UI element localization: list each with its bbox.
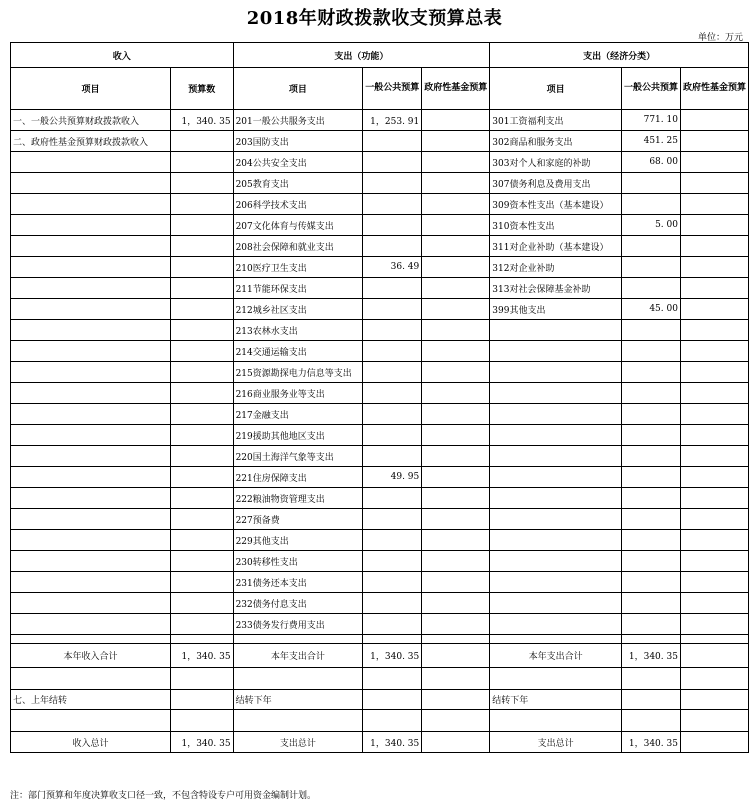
total-cell bbox=[621, 690, 680, 710]
table-cell: 212城乡社区支出 bbox=[233, 299, 363, 320]
table-cell bbox=[490, 593, 622, 614]
table-cell bbox=[170, 572, 233, 593]
table-row bbox=[11, 614, 749, 635]
table-cell bbox=[363, 593, 422, 614]
table-cell bbox=[422, 383, 490, 404]
total-cell: 1，340. 35 bbox=[363, 732, 422, 753]
table-row bbox=[11, 131, 749, 152]
table-row bbox=[11, 236, 749, 257]
table-cell bbox=[680, 131, 748, 152]
footnote: 注：部门预算和年度决算收支口径一致，不包含特设专户可用资金编制计划。 bbox=[10, 791, 317, 801]
table-cell bbox=[422, 614, 490, 635]
table-cell bbox=[170, 194, 233, 215]
table-row bbox=[11, 152, 749, 173]
table-row bbox=[11, 173, 749, 194]
table-cell: 771. 10 bbox=[621, 110, 680, 131]
table-cell bbox=[363, 131, 422, 152]
table-cell bbox=[621, 530, 680, 551]
total-cell bbox=[170, 690, 233, 710]
table-cell: 227预备费 bbox=[233, 509, 363, 530]
budget-summary-table bbox=[10, 42, 749, 753]
table-cell bbox=[621, 488, 680, 509]
table-cell bbox=[363, 215, 422, 236]
table-cell bbox=[11, 341, 171, 362]
table-cell bbox=[490, 446, 622, 467]
table-cell bbox=[422, 593, 490, 614]
table-cell bbox=[680, 299, 748, 320]
table-cell: 313对社会保障基金补助 bbox=[490, 278, 622, 299]
table-cell bbox=[490, 572, 622, 593]
total-cell: 本年支出合计 bbox=[233, 644, 363, 668]
table-cell: 201一般公共服务支出 bbox=[233, 110, 363, 131]
table-cell: 204公共安全支出 bbox=[233, 152, 363, 173]
col-econ-fund: 政府性基金预算 bbox=[680, 68, 748, 110]
table-cell: 219援助其他地区支出 bbox=[233, 425, 363, 446]
table-cell bbox=[170, 362, 233, 383]
table-row bbox=[11, 194, 749, 215]
table-cell bbox=[11, 194, 171, 215]
table-cell bbox=[621, 383, 680, 404]
table-cell bbox=[680, 572, 748, 593]
table-cell bbox=[621, 341, 680, 362]
table-cell bbox=[11, 572, 171, 593]
table-row bbox=[11, 110, 749, 131]
table-row bbox=[11, 488, 749, 509]
table-cell bbox=[11, 320, 171, 341]
table-cell bbox=[170, 299, 233, 320]
table-cell bbox=[170, 509, 233, 530]
table-cell bbox=[680, 257, 748, 278]
total-cell bbox=[422, 732, 490, 753]
table-cell: 222粮油物资管理支出 bbox=[233, 488, 363, 509]
total-cell bbox=[422, 690, 490, 710]
table-cell bbox=[363, 572, 422, 593]
table-cell bbox=[11, 467, 171, 488]
table-cell bbox=[680, 362, 748, 383]
table-cell bbox=[621, 509, 680, 530]
table-cell: 399其他支出 bbox=[490, 299, 622, 320]
table-cell bbox=[11, 257, 171, 278]
blank-row bbox=[11, 710, 749, 732]
table-cell bbox=[422, 152, 490, 173]
blank-row bbox=[11, 635, 749, 644]
table-cell bbox=[422, 530, 490, 551]
table-cell bbox=[422, 551, 490, 572]
table-cell: 208社会保障和就业支出 bbox=[233, 236, 363, 257]
table-cell bbox=[363, 614, 422, 635]
table-cell bbox=[11, 551, 171, 572]
table-cell bbox=[680, 152, 748, 173]
table-cell bbox=[621, 467, 680, 488]
table-cell: 216商业服务业等支出 bbox=[233, 383, 363, 404]
table-row bbox=[11, 551, 749, 572]
table-cell bbox=[621, 257, 680, 278]
table-cell: 231债务还本支出 bbox=[233, 572, 363, 593]
table-cell: 233债务发行费用支出 bbox=[233, 614, 363, 635]
header-expense-function: 支出（功能） bbox=[233, 43, 490, 68]
table-cell bbox=[621, 425, 680, 446]
table-cell bbox=[680, 467, 748, 488]
table-cell bbox=[490, 488, 622, 509]
table-cell bbox=[11, 152, 171, 173]
total-cell: 本年收入合计 bbox=[11, 644, 171, 668]
table-cell bbox=[422, 572, 490, 593]
table-cell bbox=[680, 425, 748, 446]
col-func-general: 一般公共预算 bbox=[363, 68, 422, 110]
table-cell bbox=[621, 278, 680, 299]
table-row bbox=[11, 509, 749, 530]
table-row bbox=[11, 530, 749, 551]
table-cell bbox=[680, 194, 748, 215]
blank-row bbox=[11, 668, 749, 690]
table-cell: 229其他支出 bbox=[233, 530, 363, 551]
table-cell bbox=[11, 614, 171, 635]
table-cell bbox=[170, 551, 233, 572]
table-cell bbox=[170, 131, 233, 152]
table-cell bbox=[422, 215, 490, 236]
table-cell bbox=[490, 341, 622, 362]
table-row bbox=[11, 341, 749, 362]
table-cell bbox=[170, 425, 233, 446]
table-cell bbox=[422, 110, 490, 131]
table-cell bbox=[170, 593, 233, 614]
table-row bbox=[11, 425, 749, 446]
table-cell bbox=[170, 404, 233, 425]
table-row bbox=[11, 257, 749, 278]
table-cell: 1，340. 35 bbox=[170, 110, 233, 131]
col-func-item: 项目 bbox=[233, 68, 363, 110]
table-cell bbox=[490, 362, 622, 383]
table-cell bbox=[11, 404, 171, 425]
table-cell bbox=[680, 404, 748, 425]
total-cell: 支出总计 bbox=[233, 732, 363, 753]
total-cell: 1，340. 35 bbox=[363, 644, 422, 668]
table-cell bbox=[363, 341, 422, 362]
table-cell: 二、政府性基金预算财政拨款收入 bbox=[11, 131, 171, 152]
table-cell bbox=[422, 173, 490, 194]
table-cell: 206科学技术支出 bbox=[233, 194, 363, 215]
table-cell bbox=[490, 404, 622, 425]
table-cell bbox=[680, 173, 748, 194]
table-row bbox=[11, 299, 749, 320]
table-cell bbox=[422, 467, 490, 488]
table-cell: 301工资福利支出 bbox=[490, 110, 622, 131]
table-cell bbox=[11, 509, 171, 530]
table-row bbox=[11, 362, 749, 383]
table-cell bbox=[680, 593, 748, 614]
table-cell: 215资源勘探电力信息等支出 bbox=[233, 362, 363, 383]
table-cell: 303对个人和家庭的补助 bbox=[490, 152, 622, 173]
table-cell bbox=[170, 467, 233, 488]
table-cell bbox=[363, 194, 422, 215]
grand-total-row bbox=[11, 732, 749, 753]
table-cell bbox=[422, 362, 490, 383]
table-cell: 5. 00 bbox=[621, 215, 680, 236]
table-cell bbox=[490, 530, 622, 551]
total-cell bbox=[363, 690, 422, 710]
table-cell bbox=[170, 383, 233, 404]
table-cell bbox=[422, 320, 490, 341]
table-cell bbox=[680, 551, 748, 572]
table-cell: 307债务利息及费用支出 bbox=[490, 173, 622, 194]
table-cell bbox=[363, 488, 422, 509]
table-cell bbox=[422, 299, 490, 320]
table-cell bbox=[490, 425, 622, 446]
table-cell: 311对企业补助（基本建设） bbox=[490, 236, 622, 257]
total-cell: 1，340. 35 bbox=[621, 732, 680, 753]
total-cell: 结转下年 bbox=[490, 690, 622, 710]
table-cell: 207文化体育与传媒支出 bbox=[233, 215, 363, 236]
table-cell bbox=[680, 215, 748, 236]
col-income-item: 项目 bbox=[11, 68, 171, 110]
table-cell bbox=[11, 488, 171, 509]
table-row bbox=[11, 446, 749, 467]
table-row bbox=[11, 572, 749, 593]
table-cell: 203国防支出 bbox=[233, 131, 363, 152]
table-cell bbox=[422, 404, 490, 425]
table-cell bbox=[363, 530, 422, 551]
total-cell: 结转下年 bbox=[233, 690, 363, 710]
table-cell: 220国土海洋气象等支出 bbox=[233, 446, 363, 467]
table-cell bbox=[680, 488, 748, 509]
table-cell: 217金融支出 bbox=[233, 404, 363, 425]
carryover-row bbox=[11, 690, 749, 710]
table-cell bbox=[363, 152, 422, 173]
table-cell: 230转移性支出 bbox=[233, 551, 363, 572]
page-title: 2018年财政拨款收支预算总表 bbox=[246, 8, 503, 29]
table-cell bbox=[170, 215, 233, 236]
table-cell bbox=[11, 593, 171, 614]
table-cell bbox=[621, 236, 680, 257]
total-cell bbox=[680, 732, 748, 753]
table-cell: 49. 95 bbox=[363, 467, 422, 488]
table-cell bbox=[621, 572, 680, 593]
table-cell bbox=[363, 299, 422, 320]
table-cell bbox=[422, 425, 490, 446]
table-cell bbox=[680, 110, 748, 131]
table-cell bbox=[363, 173, 422, 194]
total-cell: 本年支出合计 bbox=[490, 644, 622, 668]
table-cell bbox=[680, 530, 748, 551]
table-cell bbox=[11, 383, 171, 404]
total-cell bbox=[422, 644, 490, 668]
table-cell bbox=[170, 614, 233, 635]
table-cell bbox=[490, 320, 622, 341]
col-func-fund: 政府性基金预算 bbox=[422, 68, 490, 110]
table-cell bbox=[170, 446, 233, 467]
table-cell: 221住房保障支出 bbox=[233, 467, 363, 488]
table-cell: 451. 25 bbox=[621, 131, 680, 152]
table-cell bbox=[170, 236, 233, 257]
table-row bbox=[11, 278, 749, 299]
table-cell bbox=[11, 530, 171, 551]
table-cell bbox=[363, 383, 422, 404]
table-cell bbox=[680, 278, 748, 299]
table-cell bbox=[170, 341, 233, 362]
table-cell bbox=[170, 278, 233, 299]
table-row bbox=[11, 383, 749, 404]
table-cell: 213农林水支出 bbox=[233, 320, 363, 341]
table-cell: 214交通运输支出 bbox=[233, 341, 363, 362]
total-cell: 1，340. 35 bbox=[170, 732, 233, 753]
total-cell: 1，340. 35 bbox=[170, 644, 233, 668]
table-cell bbox=[422, 488, 490, 509]
table-cell bbox=[680, 383, 748, 404]
table-cell bbox=[11, 236, 171, 257]
table-cell: 211节能环保支出 bbox=[233, 278, 363, 299]
table-cell bbox=[680, 236, 748, 257]
table-cell bbox=[11, 173, 171, 194]
table-cell bbox=[170, 152, 233, 173]
header-income: 收入 bbox=[11, 43, 234, 68]
table-cell: 一、一般公共预算财政拨款收入 bbox=[11, 110, 171, 131]
table-cell: 310资本性支出 bbox=[490, 215, 622, 236]
col-econ-item: 项目 bbox=[490, 68, 622, 110]
table-cell bbox=[680, 614, 748, 635]
table-cell: 309资本性支出（基本建设） bbox=[490, 194, 622, 215]
table-cell bbox=[363, 509, 422, 530]
table-cell bbox=[621, 320, 680, 341]
table-cell bbox=[422, 446, 490, 467]
table-row bbox=[11, 593, 749, 614]
table-cell bbox=[363, 278, 422, 299]
table-cell bbox=[422, 509, 490, 530]
table-cell bbox=[363, 425, 422, 446]
table-cell bbox=[363, 446, 422, 467]
table-cell bbox=[422, 341, 490, 362]
header-expense-economic: 支出（经济分类） bbox=[490, 43, 749, 68]
col-econ-general: 一般公共预算 bbox=[621, 68, 680, 110]
table-cell bbox=[11, 278, 171, 299]
table-cell bbox=[11, 446, 171, 467]
table-cell bbox=[490, 551, 622, 572]
total-cell: 七、上年结转 bbox=[11, 690, 171, 710]
total-cell: 1，340. 35 bbox=[621, 644, 680, 668]
table-cell bbox=[170, 320, 233, 341]
table-cell: 205教育支出 bbox=[233, 173, 363, 194]
table-cell: 302商品和服务支出 bbox=[490, 131, 622, 152]
total-cell bbox=[680, 644, 748, 668]
table-cell bbox=[11, 299, 171, 320]
table-cell bbox=[363, 236, 422, 257]
total-cell: 支出总计 bbox=[490, 732, 622, 753]
table-cell bbox=[11, 425, 171, 446]
table-cell bbox=[490, 614, 622, 635]
table-cell bbox=[170, 173, 233, 194]
table-row bbox=[11, 404, 749, 425]
table-cell: 312对企业补助 bbox=[490, 257, 622, 278]
year-total-row bbox=[11, 644, 749, 668]
table-row bbox=[11, 467, 749, 488]
table-cell bbox=[490, 467, 622, 488]
table-cell: 1，253. 91 bbox=[363, 110, 422, 131]
table-cell bbox=[170, 530, 233, 551]
table-cell bbox=[422, 257, 490, 278]
table-cell bbox=[422, 278, 490, 299]
total-cell bbox=[680, 690, 748, 710]
table-cell bbox=[621, 446, 680, 467]
table-row bbox=[11, 320, 749, 341]
table-cell bbox=[621, 362, 680, 383]
table-cell bbox=[621, 551, 680, 572]
table-cell: 68. 00 bbox=[621, 152, 680, 173]
table-cell bbox=[680, 341, 748, 362]
table-cell: 210医疗卫生支出 bbox=[233, 257, 363, 278]
table-cell bbox=[422, 194, 490, 215]
table-cell bbox=[422, 131, 490, 152]
col-income-budget: 预算数 bbox=[170, 68, 233, 110]
table-cell bbox=[11, 362, 171, 383]
table-cell bbox=[621, 614, 680, 635]
table-cell bbox=[363, 362, 422, 383]
table-cell: 45. 00 bbox=[621, 299, 680, 320]
table-cell bbox=[490, 383, 622, 404]
table-cell bbox=[490, 509, 622, 530]
table-cell bbox=[170, 257, 233, 278]
table-cell: 232债务付息支出 bbox=[233, 593, 363, 614]
table-cell bbox=[11, 215, 171, 236]
table-cell bbox=[363, 551, 422, 572]
table-row bbox=[11, 215, 749, 236]
unit-label: 单位：万元 bbox=[697, 33, 743, 43]
table-cell bbox=[680, 509, 748, 530]
table-cell bbox=[422, 236, 490, 257]
table-cell bbox=[680, 320, 748, 341]
table-cell bbox=[363, 404, 422, 425]
table-cell bbox=[363, 320, 422, 341]
table-cell bbox=[621, 593, 680, 614]
table-cell bbox=[680, 446, 748, 467]
table-cell: 36. 49 bbox=[363, 257, 422, 278]
table-cell bbox=[170, 488, 233, 509]
table-cell bbox=[621, 194, 680, 215]
table-cell bbox=[621, 404, 680, 425]
table-cell bbox=[621, 173, 680, 194]
total-cell: 收入总计 bbox=[11, 732, 171, 753]
